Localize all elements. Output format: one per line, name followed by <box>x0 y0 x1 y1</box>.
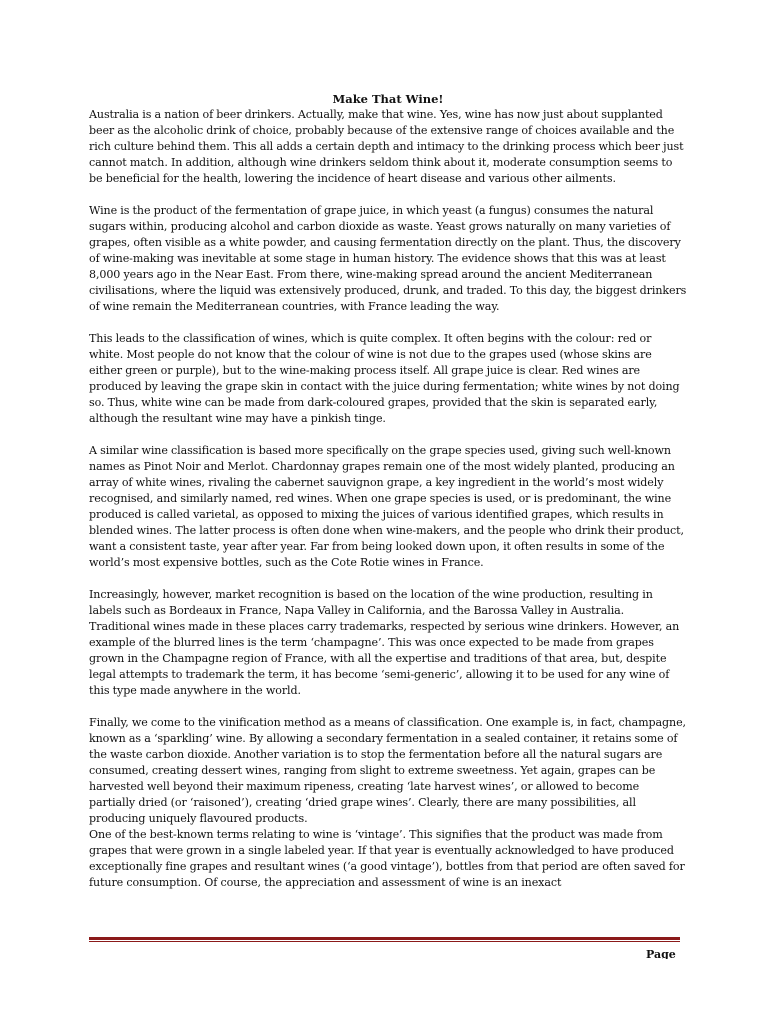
paragraph-4: A similar wine classification is based more specifically on the grape species used, giving such well-known names as Pinot Noir and Merlot. Chardonnay grapes remain one of the most widely planted, producing an array of white wines, rivaling the cabernet sauvignon grape, a key ingredient in the world’s most widely recognised, and similarly named, red wines. When one grape species is used, or is predominant, the wine produced is called varietal, as opposed to mixing the juices of various identified grapes, which results in blended wines. The latter process is often done when wine-makers, and the people who drink their product, want a consistent taste, year after year. Far from being looked down upon, it often results in some of the world’s most expensive bottles, such as the Cote Rotie wines in France. <box>89 444 684 569</box>
footer-page-label: Page <box>646 948 676 959</box>
paragraph-1: Australia is a nation of beer drinkers. Actually, make that wine. Yes, wine has now just about supplanted beer as the alcoholic drink of choice, probably because of the extensive range of choices available and the rich culture behind them. This all adds a certain depth and intimacy to the drinking process which beer just cannot match. In addition, although wine drinkers seldom think about it, moderate consumption seems to be beneficial for the health, lowering the incidence of heart disease and various other ailments. <box>89 108 684 185</box>
paragraph-3: This leads to the classification of wines, which is quite complex. It often begins with the colour: red or white. Most people do not know that the colour of wine is not due to the grapes used (whose skins are either green or purple), but to the wine-making process itself. All grape juice is clear. Red wines are produced by leaving the grape skin in contact with the juice during fermentation; white wines by not doing so. Thus, white wine can be made from dark-coloured grapes, provided that the skin is separated early, although the resultant wine may have a pinkish tinge. <box>89 332 680 425</box>
footer-rule-thick-line <box>89 937 680 940</box>
footer-rule <box>89 937 680 942</box>
footer-rule-thin-line <box>89 941 680 942</box>
paragraph-5: Increasingly, however, market recognition is based on the location of the wine production, resulting in labels such as Bordeaux in France, Napa Valley in California, and the Barossa Valley in Australia. Traditional wines made in these places carry trademarks, respected by serious wine drinkers. However, an example of the blurred lines is the term ‘champagne’. This was once expected to be made from grapes grown in the Champagne region of France, with all the expertise and traditions of that area, but, despite legal attempts to trademark the term, it has become ‘semi-generic’, allowing it to be used for any wine of this type made anywhere in the world. <box>89 588 680 697</box>
paragraph-2: Wine is the product of the fermentation of grape juice, in which yeast (a fungus) consumes the natural sugars within, producing alcohol and carbon dioxide as waste. Yeast grows naturally on many varieties of grapes, often visible as a white powder, and causing fermentation directly on the plant. Thus, the discovery of wine-making was inevitable at some stage in human history. The evidence shows that this was at least 8,000 years ago in the Near East. From there, wine-making spread around the ancient Mediterranean civilisations, where the liquid was extensively produced, drunk, and traded. To this day, the biggest drinkers of wine remain the Mediterranean countries, with France leading the way. <box>89 204 687 313</box>
document-title: Make That Wine! <box>332 92 444 106</box>
paragraph-6: Finally, we come to the vinification method as a means of classification. One example is, in fact, champagne, known as a ‘sparkling’ wine. By allowing a secondary fermentation in a sealed container, it retains some of the waste carbon dioxide. Another variation is to stop the fermentation before all the natural sugars are consumed, creating dessert wines, ranging from slight to extreme sweetness. Yet again, grapes can be harvested well beyond their maximum ripeness, creating ‘late harvest wines’, or allowed to become partially dried (or ‘raisoned’), creating ‘dried grape wines’. Clearly, there are many possibilities, all producing uniquely flavoured products. <box>89 716 686 825</box>
document-body <box>89 92 687 891</box>
paragraph-7: One of the best-known terms relating to wine is ‘vintage’. This signifies that the product was made from grapes that were grown in a single labeled year. If that year is eventually acknowledged to have produced exceptionally fine grapes and resultant wines (‘a good vintage’), bottles from that period are often saved for future consumption. Of course, the appreciation and assessment of wine is an inexact <box>89 828 685 889</box>
